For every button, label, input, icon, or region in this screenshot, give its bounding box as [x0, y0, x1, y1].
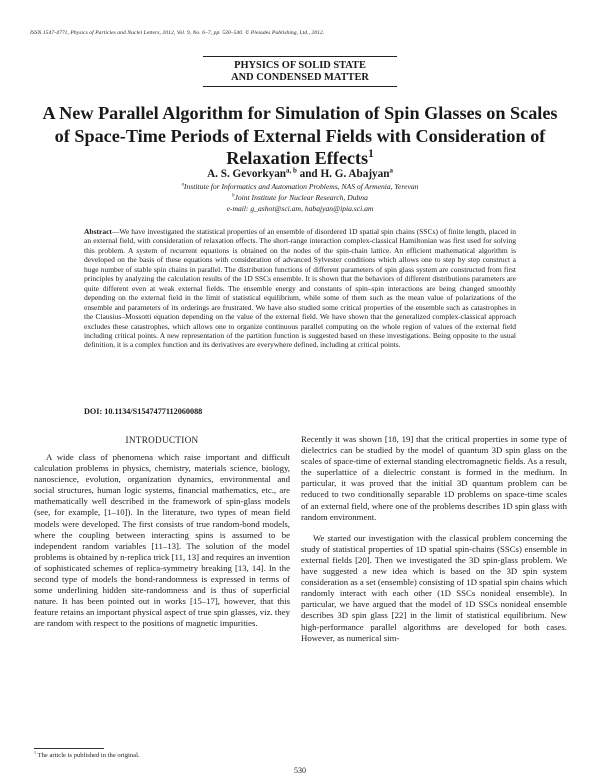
affiliation-2-text: Joint Institute for Nuclear Research, Dubna — [234, 193, 368, 202]
section-heading — [203, 60, 397, 84]
left-column — [34, 452, 290, 630]
author-2-affil: a — [389, 166, 393, 175]
right-column — [301, 434, 567, 644]
footnote — [34, 749, 140, 759]
section-bottom-rule — [203, 86, 397, 87]
author-1-affil: a, b — [286, 166, 297, 175]
introduction-heading: INTRODUCTION — [125, 435, 199, 445]
abstract-label: Abstract — [84, 227, 112, 236]
paper-title-text: A New Parallel Algorithm for Simulation of Spin Glasses on Scales of Space-Time Periods of External Fields with Consideration of Relaxation Effects — [42, 103, 558, 168]
intro-paragraph-2: Recently it was shown [18, 19] that the critical properties in some type of dielectrics can be studied by the model of quantum 3D spin glass on the scales of space-time of external standing electromagnetic fields. As a result, the superlattice of a dielectric constant is formed in the medium. In particular, it was proved that the initial 3D quantum problem can be reduced to two conditionally separable 1D problems on space-time scales of an external field, where one of the problems describes 1D spin glass with random environment. — [301, 434, 567, 522]
abstract — [84, 227, 516, 350]
paper-title — [34, 102, 566, 170]
affiliation-2-mark: b — [232, 193, 235, 199]
author-1: A. S. Gevorkyan — [207, 168, 287, 180]
intro-paragraph-1: A wide class of phenomena which raise important and difficult calculation problems in physics, chemistry, materials science, biology, nanoscience, evolution, organization dynamics, environmental and social structures, human logic systems, financial mathematics, etc., are mathematically well described in the framework of spin-glass models (see, for example, [1–10]). In the literature, two types of mean field models were developed. The first consists of true random-bond models, where the coupling between interacting spins is assumed to be independent random variables [11–13]. The solution of the model problems is obtained by n-replica trick [11, 13] and requires an invention of sophisticated schemes of replica-symmetry breaking [13, 14]. In the second type of models the bond-randomness is expressed in terms of some underlining hidden site-randomness and is thus of superficial nature. It has been pointed out in works [15–17], however, that this feature retains an important physical aspect of true spin glasses, viz. they are random with respect to the positions of magnetic impurities. — [34, 452, 290, 629]
affiliation-2 — [100, 193, 500, 203]
authors — [100, 168, 500, 180]
affiliation-1-text: Institute for Informatics and Automation Problems, NAS of Armenia, Yerevan — [183, 182, 419, 191]
intro-paragraph-3: We started our investigation with the classical problem concerning the study of statistical properties of 1D spatial spin-chains (SSCs) ensemble in external fields [20]. Then we investigated the 3D spin-glass problem. We have suggested a new idea which is based on the 3D spin system consideration as a set (ensemble) consisting of 1D spatial spin chains which randomly interact with each other (1D SSCs nonideal ensemble). In particular, we have argued that the model of 1D SSCs nonideal ensemble describes 3D spin glass [22] in the limit of statistical equilibrium. New high-performance parallel algorithms are developed for both cases. However, as numerical sim- — [301, 532, 567, 643]
affiliation-1 — [100, 182, 500, 192]
title-footnote-mark: 1 — [368, 147, 374, 160]
section-line-2: AND CONDENSED MATTER — [231, 72, 369, 83]
author-emails: e-mail: g_ashot@sci.am, habajyan@ipia.sci.am — [226, 204, 374, 213]
affiliation-1-mark: a — [181, 182, 184, 188]
authors-conjunction: and — [296, 168, 321, 180]
section-line-1: PHYSICS OF SOLID STATE — [234, 60, 366, 71]
author-2: H. G. Abajyan — [320, 168, 390, 180]
footnote-mark: 1 — [34, 749, 37, 755]
abstract-text: —We have investigated the statistical properties of an ensemble of disordered 1D spatial spin chains (SSCs) of finite length, placed in an external field, with consideration of relaxation effects. The short-range interaction complex-classical Hamiltonian was first used for solving this problem. A system of recurrent equations is obtained on the nodes of the spin-chain lattice. An efficient mathematical algorithm is developed on the basis of these equations with consideration of advanced Sylvester conditions which allows one to step by step construct a huge number of stable spin chains in parallel. The distribution functions of different parameters of spin glass system are constructed from first principles by analyzing the calculation results of the 1D SSCs ensemble. It is shown that the behaviors of different distributions parameters are quite different even at weak external fields. The ensemble energy and constants of spin–spin interactions are being changed smoothly depending on the external field in the limit of statistical equilibrium, while some of them such as the mean value of polarizations of the ensemble and parameters of its orderings are frustrated. We have also studied some critical properties of the ensemble such as catastrophes in the Clausius–Mossotti equation depending on the value of the external field. We have shown that the generalized complex-classical approach excludes these catastrophes, which allows one to organize continuous parallel computing on the whole region of values of the external field including critical points. A new representation of the partition function is suggested based on these investigations. Being opposite to the usual definition, it is a complex function and its derivatives are everywhere defined, including at critical points. — [84, 227, 516, 350]
journal-header: ISSN 1547-4771, Physics of Particles and Nuclei Letters, 2012, Vol. 9, No. 6–7, pp. 530–540. © Pleiades Publishing, Ltd., 2012. — [30, 30, 325, 36]
footnote-text: The article is published in the original. — [37, 752, 140, 759]
doi: DOI: 10.1134/S1547477112060088 — [84, 407, 203, 416]
footnote-rule — [34, 748, 104, 749]
page-number: 530 — [294, 766, 306, 775]
section-top-rule — [203, 56, 397, 57]
